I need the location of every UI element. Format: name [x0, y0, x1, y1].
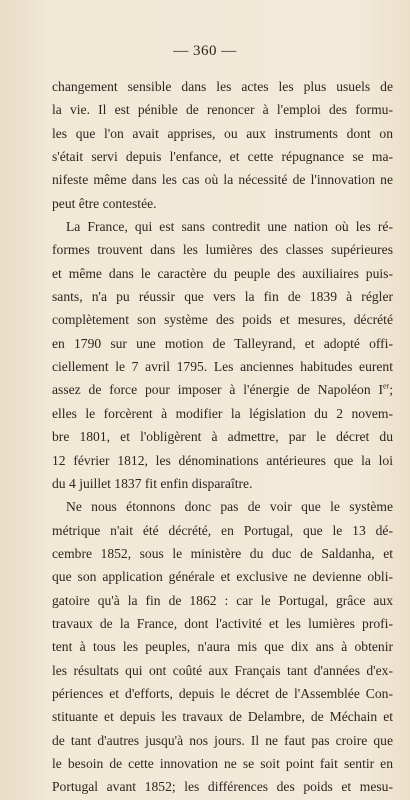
paragraph: [52, 75, 393, 215]
text-line: métrique n'ait été décrété, en Portugal, que le 13 dé-: [52, 522, 393, 538]
text-line: la vie. Il est pénible de renoncer à l'emploi des formu-: [52, 102, 393, 118]
text-line: nifeste même dans les cas où la nécessité de l'innovation ne: [52, 172, 393, 188]
paragraph: [52, 495, 393, 798]
text-line: périences et d'efforts, depuis le décret de l'Assemblée Con-: [52, 685, 393, 701]
text-line: 12 février 1812, les dénominations antérieures que la loi: [52, 452, 393, 468]
text-line: en 1790 sur une motion de Talleyrand, et adopté offi-: [52, 335, 393, 351]
text-line: et même dans le caractère du peuple des auxiliaires puis-: [52, 265, 393, 281]
text-line: sants, n'a pu réussir que vers la fin de 1839 à régler: [52, 289, 393, 305]
text-line: formes trouvent dans les lumières des classes supérieures: [52, 242, 393, 258]
text-line: Ne nous étonnons donc pas de voir que le système: [66, 499, 393, 515]
text-line: changement sensible dans les actes les plus usuels de: [52, 79, 393, 94]
text-line: les que l'on avait apprises, ou aux instruments dont on: [52, 125, 393, 141]
text-line: que son application générale et exclusive ne devienne obli-: [52, 569, 393, 585]
text-line: Portugal avant 1852; les différences des poids et mesu-: [52, 779, 393, 795]
text-line: ciellement le 7 avril 1795. Les anciennes habitudes eurent: [52, 359, 393, 375]
text-line: cembre 1852, sous le ministère du duc de Saldanha, et: [52, 545, 393, 561]
text-line: tent à tous les peuples, n'aura mis que dix ans à obtenir: [52, 639, 393, 655]
text-line: s'était servi depuis l'enfance, et cette répugnance se ma-: [52, 149, 393, 165]
page-number: — 360 —: [173, 43, 237, 59]
text-line: les résultats qui ont coûté aux Français tant d'années d'ex-: [52, 662, 393, 678]
text-line: peut être contestée.: [52, 195, 157, 211]
text-line: complètement son système des poids et mesures, décrété: [52, 312, 393, 328]
text-line: du 4 juillet 1837 fit enfin disparaître.: [52, 475, 253, 491]
text-line: La France, qui est sans contredit une nation où les ré-: [66, 219, 393, 235]
body-text: [52, 75, 393, 799]
text-line: bre 1801, et l'obligèrent à admettre, par le décret du: [52, 429, 393, 445]
text-line: stituante et depuis les travaux de Delambre, de Méchain et: [52, 709, 393, 725]
text-line: assez de force pour imposer à l'énergie de Napoléon Ier;: [52, 381, 393, 398]
text-line: elles le forcèrent à modifier la législation du 2 novem-: [52, 405, 393, 421]
text-line: le besoin de cette innovation ne se soit point fait sentir en: [52, 755, 393, 771]
text-line: gatoire qu'à la fin de 1862 : car le Portugal, grâce aux: [52, 592, 393, 608]
paragraph: [52, 215, 393, 495]
text-line: travaux de la France, dont l'activité et les lumières profi-: [52, 615, 393, 631]
text-line: de tant d'autres jusqu'à nos jours. Il ne faut pas croire que: [52, 732, 393, 748]
